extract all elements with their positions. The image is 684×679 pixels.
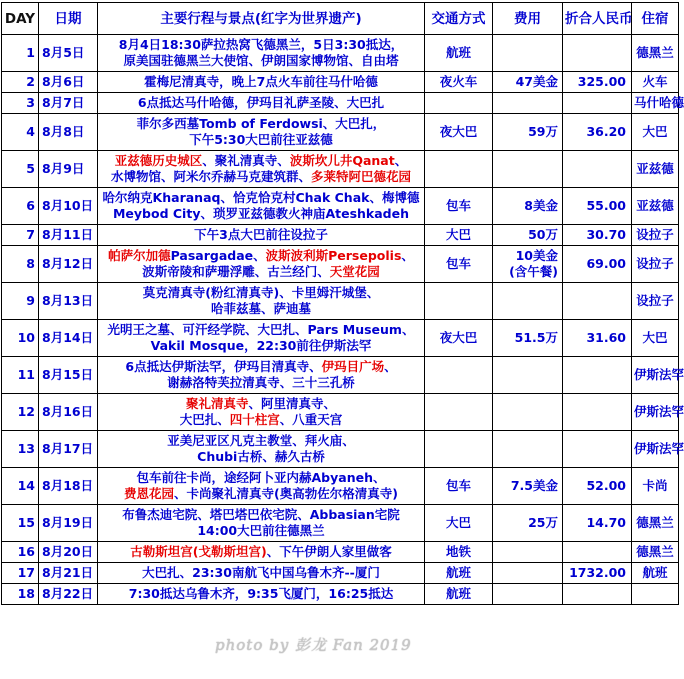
cost-cell: [493, 542, 563, 563]
itinerary-line: [100, 470, 422, 486]
itinerary-line: [100, 433, 422, 449]
itinerary-line: [100, 412, 422, 428]
itinerary-text: 下午5:30大巴前往亚兹德: [189, 132, 333, 147]
cost-cell: 7.5美金: [493, 468, 563, 505]
itinerary-line: [100, 285, 422, 301]
table-row: [2, 225, 679, 246]
itinerary-text: 谢赫洛特芙拉清真寺、三十三孔桥: [167, 375, 355, 390]
itinerary-text: 、聚礼清真寺、: [202, 153, 290, 168]
table-row: [2, 246, 679, 283]
rmb-cell: [563, 431, 632, 468]
itinerary-line: [100, 396, 422, 412]
date-cell: 8月22日: [39, 584, 98, 605]
heritage-site-text: 帕萨尔加德: [108, 248, 171, 263]
cost-cell: 10美金 (含午餐): [493, 246, 563, 283]
itinerary-body: [2, 35, 684, 605]
transport-cell: [425, 93, 493, 114]
table-row: [2, 431, 679, 468]
rmb-cell: 1732.00: [563, 563, 632, 584]
date-cell: 8月11日: [39, 225, 98, 246]
stay-cell: [632, 584, 679, 605]
itinerary-cell: [98, 225, 425, 246]
rmb-cell: 55.00: [563, 188, 632, 225]
itinerary-line: [100, 116, 422, 132]
itinerary-text: 霍梅尼清真寺，晚上7点火车前往马什哈德: [144, 74, 378, 89]
itinerary-cell: [98, 35, 425, 72]
rmb-cell: 69.00: [563, 246, 632, 283]
day-cell: 9: [2, 283, 39, 320]
stay-cell: 德黑兰: [632, 35, 679, 72]
cost-cell: [493, 283, 563, 320]
heritage-site-text: 波斯波利斯Persepolis: [265, 248, 402, 263]
rmb-cell: 14.70: [563, 505, 632, 542]
itinerary-line: [100, 565, 422, 581]
day-cell: 8: [2, 246, 39, 283]
transport-cell: 包车: [425, 468, 493, 505]
day-cell: 12: [2, 394, 39, 431]
stay-cell: 设拉子: [632, 283, 679, 320]
rmb-cell: 30.70: [563, 225, 632, 246]
itinerary-line: [100, 206, 422, 222]
heritage-site-text: 多莱特阿巴德花园: [311, 169, 412, 184]
itinerary-text: 包车前往卡尚，途经阿卜亚内赫Abyaneh、: [136, 470, 386, 485]
itinerary-cell: [98, 246, 425, 283]
header-row: [2, 3, 679, 35]
transport-cell: 夜火车: [425, 72, 493, 93]
stay-cell: 马什哈德: [632, 93, 679, 114]
itinerary-cell: [98, 563, 425, 584]
itinerary-text: 原美国驻德黑兰大使馆、伊朗国家博物馆、自由塔: [123, 53, 399, 68]
table-row: [2, 468, 679, 505]
stay-cell: 伊斯法罕: [632, 357, 679, 394]
itinerary-text: 布鲁杰迪宅院、塔巴塔巴依宅院、Abbasian宅院: [122, 507, 400, 522]
date-cell: 8月12日: [39, 246, 98, 283]
table-row: [2, 542, 679, 563]
itinerary-text: 哈菲兹墓、萨迪墓: [210, 301, 311, 316]
date-cell: 8月7日: [39, 93, 98, 114]
stay-cell: 伊斯法罕: [632, 431, 679, 468]
stay-cell: 伊斯法罕: [632, 394, 679, 431]
stay-cell: 亚兹德: [632, 151, 679, 188]
date-cell: 8月21日: [39, 563, 98, 584]
day-cell: 2: [2, 72, 39, 93]
rmb-cell: 36.20: [563, 114, 632, 151]
itinerary-text: 、阿里清真寺、: [248, 396, 337, 411]
heritage-site-text: 天堂花园: [329, 264, 380, 279]
itinerary-cell: [98, 72, 425, 93]
itinerary-text: 7:30抵达乌鲁木齐，9:35飞厦门，16:25抵达: [128, 586, 394, 601]
itinerary-text: 光明王之墓、可汗经学院、大巴扎、Pars Museum、: [107, 322, 415, 337]
day-cell: 18: [2, 584, 39, 605]
transport-cell: 夜大巴: [425, 320, 493, 357]
itinerary-line: [100, 169, 422, 185]
itinerary-line: [100, 190, 422, 206]
itinerary-line: [100, 132, 422, 148]
cost-cell: [493, 35, 563, 72]
day-cell: 4: [2, 114, 39, 151]
itinerary-cell: [98, 357, 425, 394]
heritage-site-text: 费恩花园: [124, 486, 175, 501]
transport-cell: 夜大巴: [425, 114, 493, 151]
date-cell: 8月14日: [39, 320, 98, 357]
cost-cell: [493, 584, 563, 605]
cost-cell: 59万: [493, 114, 563, 151]
itinerary-text: Vakil Mosque，22:30前往伊斯法罕: [150, 338, 372, 353]
cost-cell: 47美金: [493, 72, 563, 93]
itinerary-text: 14:00大巴前往德黑兰: [197, 523, 325, 538]
itinerary-line: [100, 227, 422, 243]
table-row: [2, 283, 679, 320]
itinerary-line: [100, 264, 422, 280]
itinerary-line: [100, 449, 422, 465]
day-cell: 1: [2, 35, 39, 72]
heritage-site-text: 古勒斯坦宫(戈勒斯坦宫): [130, 544, 267, 559]
rmb-cell: [563, 283, 632, 320]
itinerary-line: [100, 301, 422, 317]
day-cell: 14: [2, 468, 39, 505]
itinerary-table: [1, 2, 684, 605]
heritage-site-text: 聚礼清真寺: [185, 396, 249, 411]
day-cell: 3: [2, 93, 39, 114]
header-rmb: 折合人民币: [563, 3, 632, 35]
table-row: [2, 114, 679, 151]
cost-cell: [493, 151, 563, 188]
table-row: [2, 505, 679, 542]
date-cell: 8月13日: [39, 283, 98, 320]
date-cell: 8月20日: [39, 542, 98, 563]
day-cell: 5: [2, 151, 39, 188]
header-transport: 交通方式: [425, 3, 493, 35]
itinerary-cell: [98, 542, 425, 563]
day-cell: 16: [2, 542, 39, 563]
itinerary-text: 、: [384, 359, 397, 374]
itinerary-text: 、下午伊朗人家里做客: [266, 544, 392, 559]
stay-cell: 亚兹德: [632, 188, 679, 225]
itinerary-cell: [98, 114, 425, 151]
itinerary-text: Pasargadae、: [170, 248, 266, 263]
stay-cell: 卡尚: [632, 468, 679, 505]
day-cell: 6: [2, 188, 39, 225]
header-day: DAY: [2, 3, 39, 35]
date-cell: 8月17日: [39, 431, 98, 468]
heritage-site-text: 亚兹德历史城区: [114, 153, 203, 168]
transport-cell: [425, 151, 493, 188]
itinerary-line: [100, 338, 422, 354]
watermark: photo by 彭龙 Fan 2019: [215, 636, 412, 654]
cost-cell: [493, 431, 563, 468]
table-row: [2, 72, 679, 93]
itinerary-text: 下午3点大巴前往设拉子: [194, 227, 328, 242]
heritage-site-text: 伊玛目广场: [321, 359, 385, 374]
itinerary-cell: [98, 320, 425, 357]
day-cell: 13: [2, 431, 39, 468]
transport-cell: 航班: [425, 584, 493, 605]
itinerary-cell: [98, 505, 425, 542]
rmb-cell: [563, 93, 632, 114]
date-cell: 8月9日: [39, 151, 98, 188]
heritage-site-text: 波斯坎儿井Qanat: [289, 153, 395, 168]
rmb-cell: [563, 357, 632, 394]
itinerary-text: 、: [394, 153, 408, 168]
transport-cell: 包车: [425, 188, 493, 225]
stay-cell: 设拉子: [632, 246, 679, 283]
itinerary-line: [100, 322, 422, 338]
date-cell: 8月16日: [39, 394, 98, 431]
itinerary-text: 水博物馆、阿米尔乔赫马克建筑群、: [110, 169, 311, 184]
cost-cell: [493, 563, 563, 584]
cost-cell: 25万: [493, 505, 563, 542]
rmb-cell: 52.00: [563, 468, 632, 505]
date-cell: 8月15日: [39, 357, 98, 394]
header-stay: 住宿: [632, 3, 679, 35]
stay-cell: 设拉子: [632, 225, 679, 246]
date-cell: 8月6日: [39, 72, 98, 93]
rmb-cell: [563, 394, 632, 431]
table-row: [2, 188, 679, 225]
itinerary-cell: [98, 468, 425, 505]
itinerary-line: [100, 486, 422, 502]
table-row: [2, 357, 679, 394]
table-row: [2, 93, 679, 114]
itinerary-line: [100, 37, 422, 53]
itinerary-text: 亚美尼亚区凡克主教堂、拜火庙、: [167, 433, 355, 448]
cost-cell: [493, 357, 563, 394]
rmb-cell: [563, 35, 632, 72]
itinerary-cell: [98, 151, 425, 188]
table-row: [2, 151, 679, 188]
day-cell: 17: [2, 563, 39, 584]
itinerary-cell: [98, 283, 425, 320]
itinerary-text: 、卡尚聚礼清真寺(奥高勃佐尔格清真寺): [174, 486, 398, 501]
day-cell: 15: [2, 505, 39, 542]
day-cell: 11: [2, 357, 39, 394]
itinerary-text: 8月4日18:30萨拉热窝飞德黑兰，5日3:30抵达，: [118, 37, 404, 52]
transport-cell: 大巴: [425, 505, 493, 542]
stay-cell: 航班: [632, 563, 679, 584]
itinerary-cell: [98, 394, 425, 431]
rmb-cell: [563, 584, 632, 605]
stay-cell: 火车: [632, 72, 679, 93]
itinerary-text: 6点抵达伊斯法罕，伊玛目清真寺、: [125, 359, 322, 374]
itinerary-line: [100, 507, 422, 523]
rmb-cell: 325.00: [563, 72, 632, 93]
itinerary-text: 莫克清真寺(粉红清真寺)、卡里姆汗城堡、: [142, 285, 380, 300]
itinerary-line: [100, 153, 422, 169]
rmb-cell: 31.60: [563, 320, 632, 357]
rmb-cell: [563, 542, 632, 563]
transport-cell: [425, 394, 493, 431]
itinerary-line: [100, 586, 422, 602]
transport-cell: 航班: [425, 563, 493, 584]
itinerary-line: [100, 523, 422, 539]
heritage-site-text: 四十柱宫: [229, 412, 280, 427]
itinerary-line: [100, 359, 422, 375]
itinerary-text: Chubi古桥、赫久古桥: [197, 449, 325, 464]
itinerary-text: Meybod City、琐罗亚兹德教火神庙Ateshkadeh: [112, 206, 410, 221]
table-row: [2, 320, 679, 357]
cost-cell: 51.5万: [493, 320, 563, 357]
table-row: [2, 584, 679, 605]
itinerary-line: [100, 53, 422, 69]
header-date: 日期: [39, 3, 98, 35]
stay-cell: 德黑兰: [632, 505, 679, 542]
itinerary-line: [100, 248, 422, 264]
date-cell: 8月10日: [39, 188, 98, 225]
itinerary-line: [100, 74, 422, 90]
itinerary-text: 、八重天宫: [279, 412, 343, 427]
date-cell: 8月8日: [39, 114, 98, 151]
itinerary-line: [100, 375, 422, 391]
rmb-cell: [563, 151, 632, 188]
table-row: [2, 35, 679, 72]
date-cell: 8月19日: [39, 505, 98, 542]
transport-cell: [425, 283, 493, 320]
itinerary-text: 波斯帝陵和萨珊浮雕、古兰经门、: [142, 264, 330, 279]
itinerary-text: 、: [401, 248, 414, 263]
itinerary-text: 哈尔纳克Kharanaq、恰克恰克村Chak Chak、梅博德: [102, 190, 420, 205]
itinerary-cell: [98, 584, 425, 605]
cost-cell: [493, 93, 563, 114]
stay-cell: 大巴: [632, 114, 679, 151]
cost-cell: 8美金: [493, 188, 563, 225]
transport-cell: 大巴: [425, 225, 493, 246]
date-cell: 8月18日: [39, 468, 98, 505]
itinerary-line: [100, 544, 422, 560]
itinerary-cell: [98, 93, 425, 114]
cost-cell: 50万: [493, 225, 563, 246]
transport-cell: 航班: [425, 35, 493, 72]
header-itinerary: 主要行程与景点(红字为世界遗产): [98, 3, 425, 35]
stay-cell: 德黑兰: [632, 542, 679, 563]
header-cost: 费用: [493, 3, 563, 35]
itinerary-line: [100, 95, 422, 111]
day-cell: 10: [2, 320, 39, 357]
transport-cell: [425, 357, 493, 394]
itinerary-text: 菲尔多西墓Tomb of Ferdowsi、大巴扎，: [136, 116, 386, 131]
table-row: [2, 563, 679, 584]
itinerary-text: 大巴扎、23:30南航飞中国乌鲁木齐--厦门: [142, 565, 380, 580]
transport-cell: 包车: [425, 246, 493, 283]
itinerary-text: 大巴扎、: [179, 412, 230, 427]
itinerary-cell: [98, 188, 425, 225]
cost-cell: [493, 394, 563, 431]
day-cell: 7: [2, 225, 39, 246]
date-cell: 8月5日: [39, 35, 98, 72]
itinerary-text: 6点抵达马什哈德，伊玛目礼萨圣陵、大巴扎: [137, 95, 385, 110]
stay-cell: 大巴: [632, 320, 679, 357]
itinerary-cell: [98, 431, 425, 468]
transport-cell: 地铁: [425, 542, 493, 563]
table-row: [2, 394, 679, 431]
transport-cell: [425, 431, 493, 468]
